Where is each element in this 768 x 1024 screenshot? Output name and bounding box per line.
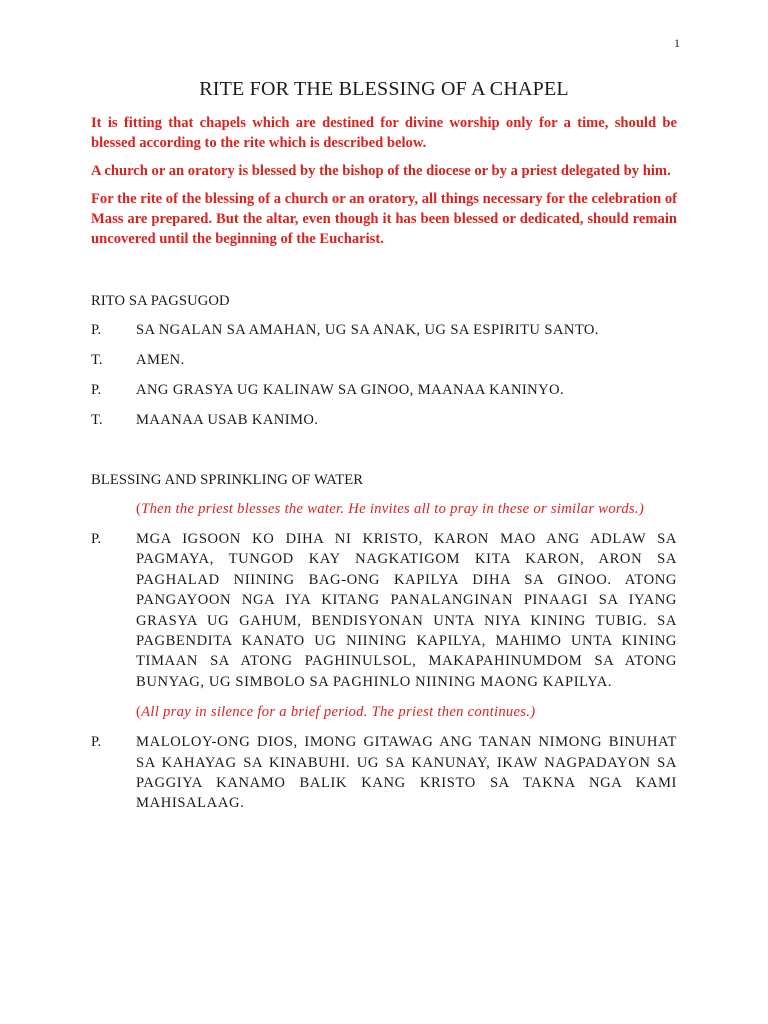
prayer-text: MALOLOY-ONG DIOS, IMONG GITAWAG ANG TANAN NIMONG BINUHAT SA KAHAYAG SA KINABUHI. UG SA KANUNAY, IKAW NAGPADAYON SA PAGGIYA KANAMO BALIK KANG KRISTO SA TAKNA NGA KAMI MAHISALAAG. [136,734,677,812]
speaker-label: P. [91,322,102,338]
dialogue-text: ANG GRASYA UG KALINAW SA GINOO, MAANAA KANINYO. [136,382,565,398]
prayer-block [91,732,677,814]
rubric-open-paren: ( [136,501,142,517]
section-heading-pagsugod: RITO SA PAGSUGOD [91,293,230,309]
rubric-text: Then the priest blesses the water. He invites all to pray in these or similar words.) [141,501,645,517]
intro-paragraph: For the rite of the blessing of a church or an oratory, all things necessary for the celebration of Mass are prepared. But the altar, even though it has been blessed or dedicated, should remain uncovered until the beginning of the Eucharist. [91,191,677,247]
section-heading-blessing: BLESSING AND SPRINKLING OF WATER [91,472,364,488]
intro-paragraph: It is fitting that chapels which are destined for divine worship only for a time, should be blessed according to the rite which is described below. [91,115,677,151]
dialogue-line [91,410,677,430]
rubric-instruction [136,702,677,722]
speaker-label: T. [91,352,103,368]
rubric-instruction [136,499,677,519]
intro-paragraph: A church or an oratory is blessed by the bishop of the diocese or by a priest delegated by him. [91,163,671,179]
speaker-label: P. [91,734,102,751]
dialogue-line [91,380,677,400]
speaker-label: P. [91,382,102,398]
dialogue-text: MAANAA USAB KANIMO. [136,412,319,428]
speaker-label: T. [91,412,103,428]
prayer-text: MGA IGSOON KO DIHA NI KRISTO, KARON MAO ANG ADLAW SA PAGMAYA, TUNGOD KAY NAGKATIGOM KITA KARON, ARON SA PAGHALAD NIINING BAG-ONG KAPILYA DIHA SA GINOO. ATONG PANGAYOON NGA IYA KITANG PANALANGINAN PINAAGI SA IYANG GRASYA UG GAHUM, BENDISYONAN UNTA NIYA KINING TUBIG. SA PAGBENDITA KANATO UG NIINING KAPILYA, MAHIMO UNTA KINING TIMAAN SA ATONG PAGHINULSOL, MAKAPAHINUMDOM SA ATONG BUNYAG, UG SIMBOLO SA PAGHINLO NIINING MAONG KAPILYA. [136,531,677,690]
dialogue-text: SA NGALAN SA AMAHAN, UG SA ANAK, UG SA ESPIRITU SANTO. [136,322,599,338]
prayer-block [91,529,677,692]
page-content [91,72,677,824]
rubric-text: All pray in silence for a brief period. The priest then continues.) [141,704,536,721]
dialogue-line [91,350,677,370]
page-number: 1 [674,36,680,50]
rubric-open-paren: ( [136,704,142,721]
dialogue-text: AMEN. [136,352,185,368]
dialogue-line [91,320,677,340]
speaker-label: P. [91,531,102,547]
document-title: RITE FOR THE BLESSING OF A CHAPEL [199,78,569,100]
